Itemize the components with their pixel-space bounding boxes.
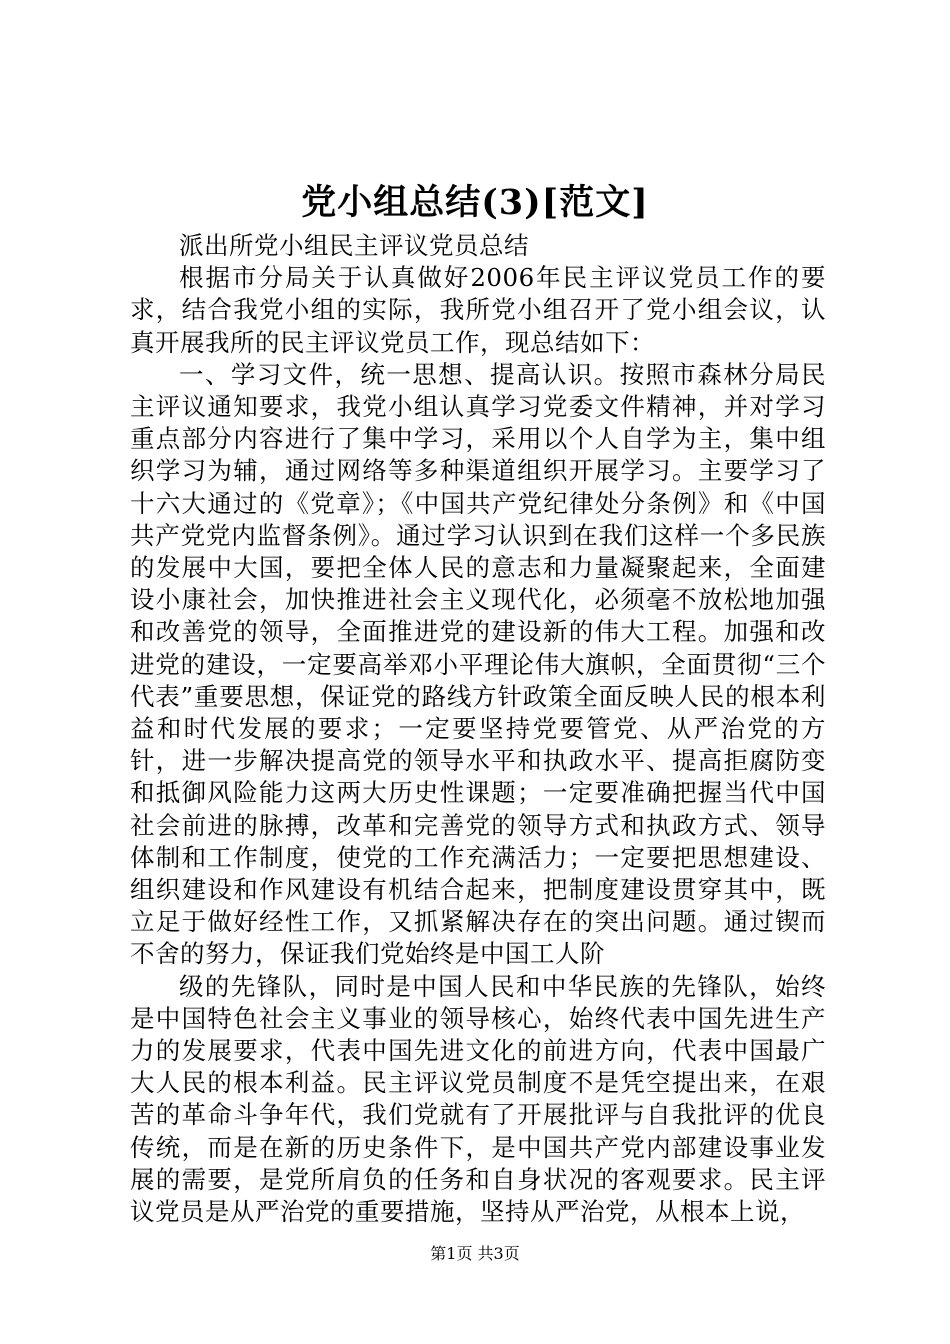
paragraph-subtitle: 派出所党小组民主评议党员总结 <box>179 231 529 260</box>
page-footer: 第1页 共3页 <box>430 1244 520 1263</box>
paragraph-intro: 根据市分局关于认真做好2006年民主评议党员工作的要求，结合我党小组的实际，我所党小组召开了党小组会议，认真开展我所的民主评议党员工作，现总结如下： <box>130 263 826 357</box>
document-body <box>130 230 826 1228</box>
paragraph-continuation: 级的先锋队，同时是中国人民和中华民族的先锋队，始终是中国特色社会主义事业的领导核心，始终代表中国先进生产力的发展要求，代表中国先进文化的前进方向，代表中国最广大人民的根本利益。民主评议党员制度不是凭空提出来，在艰苦的革命斗争年代，我们党就有了开展批评与自我批评的优良传统，而是在新的历史条件下，是中国共产党内部建设事业发展的需要，是党所肩负的任务和自身状况的客观要求。民主评议党员是从严治党的重要措施，坚持从严治党，从根本上说， <box>130 971 826 1227</box>
paragraph-section-one: 一、学习文件，统一思想、提高认识。按照市森林分局民主评议通知要求，我党小组认真学习党委文件精神，并对学习重点部分内容进行了集中学习，采用以个人自学为主，集中组织学习为辅，通过网络等多种渠道组织开展学习。主要学习了十六大通过的《党章》；《中国共产党纪律处分条例》和《中国共产党党内监督条例》。通过学习认识到在我们这样一个多民族的发展中大国，要把全体人民的意志和力量凝聚起来，全面建设小康社会，加快推进社会主义现代化，必须毫不放松地加强和改善党的领导，全面推进党的建设新的伟大工程。加强和改进党的建设，一定要高举邓小平理论伟大旗帜，全面贯彻“三个代表”重要思想，保证党的路线方针政策全面反映人民的根本利益和时代发展的要求；一定要坚持党要管党、从严治党的方针，进一步解决提高党的领导水平和执政水平、提高拒腐防变和抵御风险能力这两大历史性课题；一定要准确把握当代中国社会前进的脉搏，改革和完善党的领导方式和执政方式、领导体制和工作制度，使党的工作充满活力；一定要把思想建设、组织建设和作风建设有机结合起来，把制度建设贯穿其中，既立足于做好经性工作，又抓紧解决存在的突出问题。通过锲而不舍的努力，保证我们党始终是中国工人阶 <box>130 359 826 969</box>
document-title: 党小组总结(3)[范文] <box>301 182 649 223</box>
